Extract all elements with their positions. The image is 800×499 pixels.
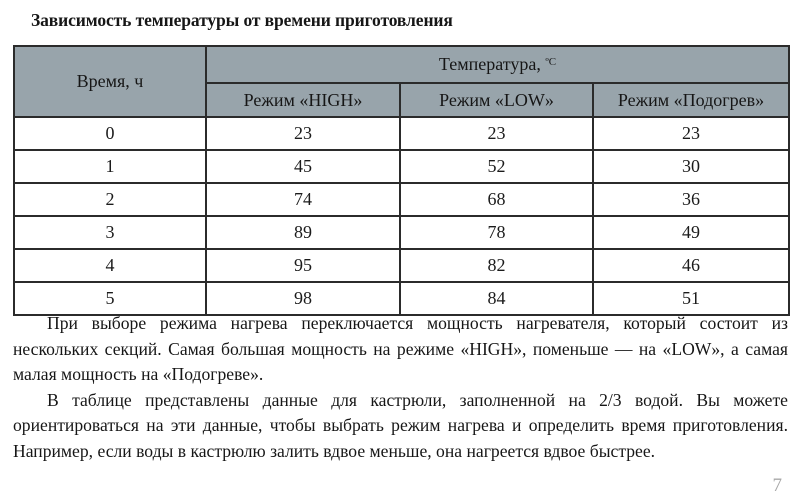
cell-time: 0 [14,117,206,150]
column-header-time: Время, ч [14,46,206,117]
paragraph-heating-modes: При выборе режима нагрева переключается мощность нагревателя, который состоит из нескольких секций. Самая большая мощность на режиме «HIGH», поменьше — на «LOW», а самая малая мощность на «Подогреве». [13,313,788,384]
page-number: 7 [772,475,782,496]
cell-warm: 30 [593,150,789,183]
cell-high: 95 [206,249,400,282]
cell-low: 68 [400,183,593,216]
table-row [14,216,789,249]
paragraph-table-usage: В таблице представлены данные для кастрюли, заполненной на 2/3 водой. Вы можете ориентироваться на эти данные, чтобы выбрать режим нагрева и определить время приготовления. Например, если воды в кастрюлю залить вдвое меньше, она нагреется вдвое быстрее. [13,389,788,461]
cell-high: 74 [206,183,400,216]
table-row [14,117,789,150]
cell-low: 52 [400,150,593,183]
temperature-table-container [13,45,788,316]
table-row [14,183,789,216]
cell-time: 4 [14,249,206,282]
cell-low: 84 [400,282,593,315]
column-header-mode-warm: Режим «Подогрев» [593,83,789,117]
cell-warm: 23 [593,117,789,150]
cell-low: 78 [400,216,593,249]
cell-high: 98 [206,282,400,315]
body-text-block [13,311,788,464]
table-row [14,150,789,183]
table-header-row-1 [14,46,789,83]
cell-high: 23 [206,117,400,150]
cell-time: 3 [14,216,206,249]
cell-high: 89 [206,216,400,249]
cell-warm: 51 [593,282,789,315]
column-header-mode-low: Режим «LOW» [400,83,593,117]
column-header-mode-high: Режим «HIGH» [206,83,400,117]
table-body [14,117,789,315]
table-row [14,249,789,282]
temperature-group-label: Температура, [438,54,546,74]
column-header-temperature-group [206,46,789,83]
cell-high: 45 [206,150,400,183]
cell-time: 2 [14,183,206,216]
cell-time: 5 [14,282,206,315]
temperature-unit-label: ºC [545,56,557,68]
temperature-table [13,45,790,316]
cell-time: 1 [14,150,206,183]
cell-warm: 49 [593,216,789,249]
page-title: Зависимость температуры от времени приготовления [31,10,453,30]
cell-low: 82 [400,249,593,282]
cell-warm: 36 [593,183,789,216]
cell-warm: 46 [593,249,789,282]
cell-low: 23 [400,117,593,150]
table-header [14,46,789,117]
